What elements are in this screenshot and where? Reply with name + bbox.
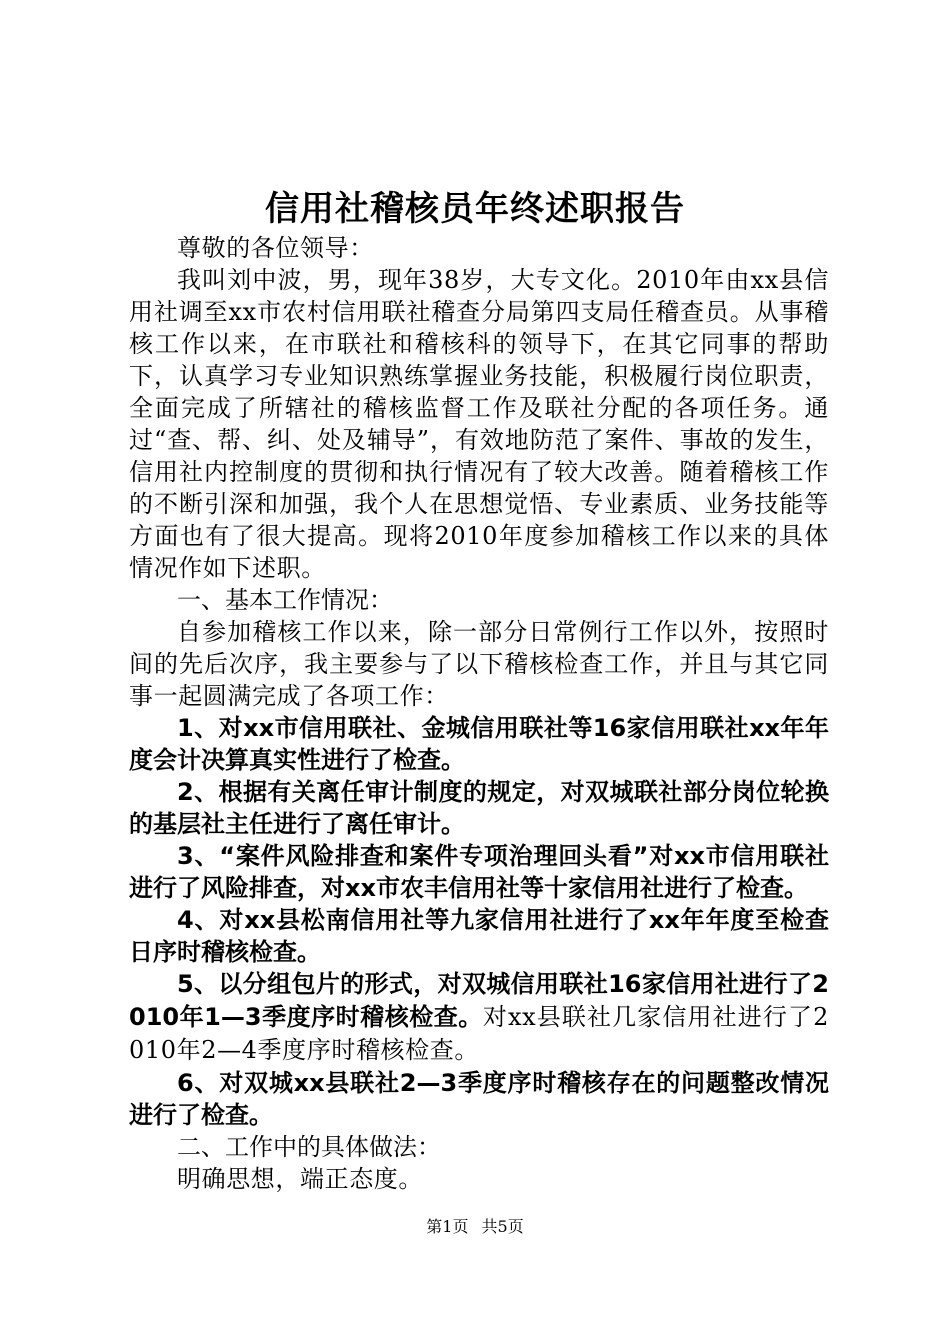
list-item-3: 3、“案件风险排查和案件专项治理回头看”对xx市信用联社进行了风险排查，对xx市农丰信用社等十家信用社进行了检查。 xyxy=(129,842,829,902)
list-item-4: 4、对xx县松南信用社等九家信用社进行了xx年年度至检查日序时稽核检查。 xyxy=(129,906,829,966)
list-item-5 xyxy=(129,968,829,1067)
page-number: 第1页 xyxy=(426,1217,469,1236)
document-title: 信用社稽核员年终述职报告 xyxy=(265,189,685,229)
section1-heading: 一、基本工作情况： xyxy=(177,586,393,614)
list-item-6: 6、对双城xx县联社2—3季度序时稽核存在的问题整改情况进行了检查。 xyxy=(129,1069,829,1129)
intro-paragraph: 我叫刘中波，男，现年38岁，大专文化。2010年由xx县信用社调至xx市农村信用联社稽查分局第四支局任稽查员。从事稽核工作以来，在市联社和稽核科的领导下，在其它同事的帮助下，认真学习专业知识熟练掌握业务技能，积极履行岗位职责，全面完成了所辖社的稽核监督工作及联社分配的各项任务。通过“查、帮、纠、处及辅导”，有效地防范了案件、事故的发生，信用社内控制度的贯彻和执行情况有了较大改善。随着稽核工作的不断引深和加强，我个人在思想觉悟、专业素质、业务技能等方面也有了很大提高。现将2010年度参加稽核工作以来的具体情况作如下述职。 xyxy=(129,266,829,582)
page-total: 共5页 xyxy=(481,1217,524,1236)
document-body xyxy=(129,232,829,1195)
section2-heading: 二、工作中的具体做法： xyxy=(177,1133,441,1161)
page-footer xyxy=(0,1215,950,1239)
section2-first-line: 明确思想，端正态度。 xyxy=(177,1165,423,1193)
list-item-1: 1、对xx市信用联社、金城信用联社等16家信用联社xx年年度会计决算真实性进行了检查。 xyxy=(129,714,829,774)
section1-intro: 自参加稽核工作以来，除一部分日常例行工作以外，按照时间的先后次序，我主要参与了以下稽核检查工作，并且与其它同事一起圆满完成了各项工作： xyxy=(129,618,829,710)
list-item-2: 2、根据有关离任审计制度的规定，对双城联社部分岗位轮换的基层社主任进行了离任审计。 xyxy=(129,778,829,838)
list-item-5-regular: 对xx县联社几家信用社进行了2010年2—4季度序时稽核检查。 xyxy=(129,1003,829,1064)
greeting: 尊敬的各位领导： xyxy=(177,234,374,262)
list-item-5-bold: 5、以分组包片的形式，对双城信用联社16家信用社进行了2010年1—3季度序时稽核检查。 xyxy=(129,970,829,1031)
